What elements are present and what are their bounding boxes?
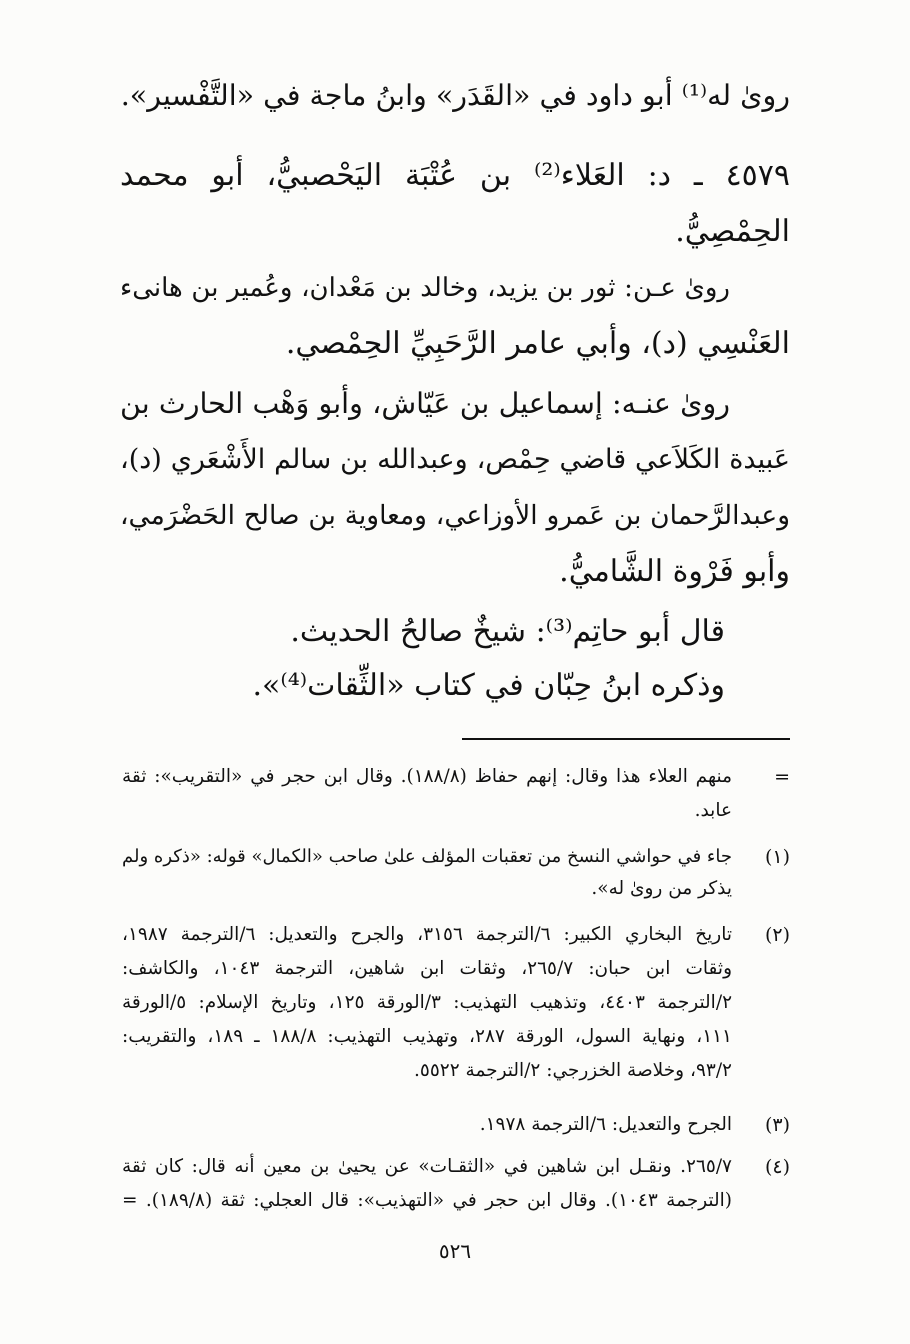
entry-heading-line: ٤٥٧٩ ـ د: العَلاء⁽²⁾ بن عُتْبَة اليَحْصبيُّ، أبو محمد <box>120 158 791 193</box>
narrators-line: رویٰ له⁽¹⁾ أبو داود في «القَدَر» وابنُ ماجة في «التَّفْسير». <box>120 79 790 112</box>
ibn-hibban-line: وذكره ابنُ حِبّان في كتاب «الثِّقات⁽⁴⁾». <box>252 668 725 703</box>
entry-heading-line-2: الحِمْصِيُّ. <box>675 214 790 249</box>
footnote-3-line-1: الجرح والتعديل: ٦/الترجمة ١٩٧٨. <box>479 1114 732 1135</box>
footnote-1-line-1: جاء في حواشي النسخ من تعقبات المؤلف علىٰ صاحب «الكمال» قوله: «ذكره ولم <box>122 846 732 867</box>
footnote-number: (٢) <box>764 924 790 946</box>
narrated-from-line-2: العَنْسِي (د)، وأبي عامر الرَّحَبِيِّ الحِمْصي. <box>285 326 790 361</box>
footnote-continuation-line: منهم العلاء هذا وقال: إنهم حفاظ (١٨٨/٨). وقال ابن حجر في «التقريب»: ثقة <box>122 766 732 787</box>
narrated-by-line-3: وعبدالرَّحمان بن عَمرو الأوزاعي، ومعاوية بن صالح الحَضْرَمي، <box>120 500 790 531</box>
footnote-4-line-2: (الترجمة ١٠٤٣). وقال ابن حجر في «التهذيب»: قال العجلي: ثقة (١٨٩/٨). = <box>122 1190 732 1211</box>
footnote-2-line-2: وثقات ابن حبان: ٢٦٥/٧، وثقات ابن شاهين، الترجمة ١٠٤٣، والكاشف: <box>122 958 732 979</box>
footnote-4-line-1: ٢٦٥/٧. ونقـل ابن شاهين في «الثقـات» عن يحيىٰ بن معين أنه قال: كان ثقة <box>122 1156 732 1177</box>
narrated-by-line-4: وأبو فَرْوة الشَّاميُّ. <box>559 554 790 589</box>
narrated-from-line: روىٰ عـن: ثور بن يزيد، وخالد بن مَعْدان، وعُمير بن هانىء <box>120 273 730 303</box>
footnote-2-line-5: ٩٣/٢، وخلاصة الخزرجي: ٢/الترجمة ٥٥٢٢. <box>414 1060 732 1081</box>
footnote-2-line-4: ١١١، ونهاية السول، الورقة ٢٨٧، وتهذيب التهذيب: ١٨٨/٨ ـ ١٨٩، والتقريب: <box>122 1026 732 1047</box>
narrated-by-line-2: عَبيدة الكَلاَعي قاضي حِمْص، وعبدالله بن سالم الأَشْعَري (د)، <box>120 444 790 475</box>
footnote-2-line-3: ٢/الترجمة ٤٤٠٣، وتذهيب التهذيب: ٣/الورقة ١٢٥، وتاريخ الإسلام: ٥/الورقة <box>122 992 732 1013</box>
footnote-1-line-2: يذكر من روىٰ له». <box>591 878 732 899</box>
narrated-by-line: روىٰ عنـه: إسماعيل بن عَيّاش، وأبو وَهْب الحارث بن <box>120 387 730 420</box>
footnote-separator <box>462 738 790 740</box>
continuation-mark: = <box>774 766 790 788</box>
abu-hatim-quote: قال أبو حاتِم⁽³⁾: شيخٌ صالحُ الحديث. <box>290 614 725 649</box>
page-number: ٥٢٦ <box>438 1239 472 1263</box>
footnote-2-line-1: تاريخ البخاري الكبير: ٦/الترجمة ٣١٥٦، والجرح والتعديل: ٦/الترجمة ١٩٨٧، <box>122 924 732 945</box>
footnote-continuation-line-2: عابد. <box>694 800 732 821</box>
footnote-number: (٣) <box>764 1114 790 1136</box>
footnote-number: (١) <box>764 846 790 868</box>
footnote-number: (٤) <box>764 1156 790 1178</box>
